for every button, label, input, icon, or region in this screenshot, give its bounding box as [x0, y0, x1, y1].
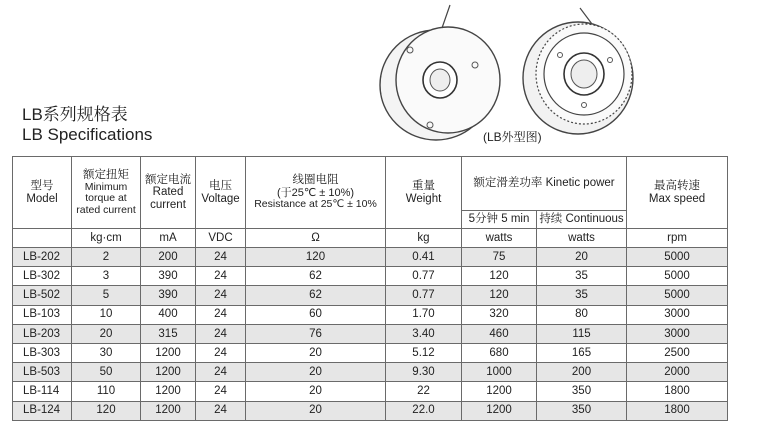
- value-cell: 0.41: [386, 248, 462, 267]
- value-cell: 1.70: [386, 305, 462, 324]
- value-cell: 20: [537, 248, 627, 267]
- model-cell: LB-203: [13, 324, 72, 343]
- header-weight: 重量 Weight: [386, 157, 462, 229]
- value-cell: 24: [196, 343, 246, 362]
- table-row: [13, 267, 728, 286]
- header-resistance: 线圈电阻 (于25℃ ± 10%) Resistance at 25℃ ± 10%: [246, 157, 386, 229]
- value-cell: 120: [72, 401, 141, 420]
- unit-cell: mA: [141, 229, 196, 248]
- value-cell: 350: [537, 382, 627, 401]
- value-cell: 20: [246, 382, 386, 401]
- value-cell: 390: [141, 267, 196, 286]
- value-cell: 75: [462, 248, 537, 267]
- unit-cell: kg: [386, 229, 462, 248]
- unit-model-blank: [13, 229, 72, 248]
- value-cell: 3: [72, 267, 141, 286]
- illustration-caption: (LB外型图): [483, 130, 542, 144]
- unit-cell: rpm: [627, 229, 728, 248]
- table-row: [13, 363, 728, 382]
- value-cell: 76: [246, 324, 386, 343]
- page-title-cn: LB系列规格表: [22, 105, 128, 124]
- value-cell: 24: [196, 286, 246, 305]
- model-cell: LB-503: [13, 363, 72, 382]
- value-cell: 24: [196, 401, 246, 420]
- value-cell: 20: [246, 343, 386, 362]
- header-rated-current: 额定电流 Rated current: [141, 157, 196, 229]
- value-cell: 22: [386, 382, 462, 401]
- value-cell: 5000: [627, 286, 728, 305]
- value-cell: 22.0: [386, 401, 462, 420]
- value-cell: 1800: [627, 401, 728, 420]
- value-cell: 9.30: [386, 363, 462, 382]
- table-row: [13, 248, 728, 267]
- value-cell: 390: [141, 286, 196, 305]
- value-cell: 350: [537, 401, 627, 420]
- value-cell: 200: [537, 363, 627, 382]
- value-cell: 50: [72, 363, 141, 382]
- plain-brake-unit-drawing: [380, 5, 500, 140]
- header-kinetic-5min: 5分钟 5 min: [462, 211, 537, 229]
- value-cell: 2: [72, 248, 141, 267]
- value-cell: 110: [72, 382, 141, 401]
- value-cell: 460: [462, 324, 537, 343]
- toothed-brake-unit-drawing: [523, 8, 633, 134]
- value-cell: 1000: [462, 363, 537, 382]
- units-row: [13, 229, 728, 248]
- page-title-en: LB Specifications: [22, 125, 153, 144]
- value-cell: 1200: [141, 382, 196, 401]
- value-cell: 5000: [627, 248, 728, 267]
- table-row: [13, 286, 728, 305]
- value-cell: 24: [196, 382, 246, 401]
- value-cell: 315: [141, 324, 196, 343]
- value-cell: 24: [196, 363, 246, 382]
- unit-cell: kg·cm: [72, 229, 141, 248]
- header-model: 型号 Model: [13, 157, 72, 229]
- value-cell: 2000: [627, 363, 728, 382]
- value-cell: 200: [141, 248, 196, 267]
- value-cell: 80: [537, 305, 627, 324]
- unit-cell: Ω: [246, 229, 386, 248]
- model-cell: LB-114: [13, 382, 72, 401]
- value-cell: 5000: [627, 267, 728, 286]
- specifications-table: [12, 156, 728, 421]
- value-cell: 2500: [627, 343, 728, 362]
- header-torque: 额定扭矩 Minimum torque at rated current: [72, 157, 141, 229]
- value-cell: 62: [246, 267, 386, 286]
- value-cell: 35: [537, 267, 627, 286]
- value-cell: 5: [72, 286, 141, 305]
- value-cell: 320: [462, 305, 537, 324]
- model-cell: LB-303: [13, 343, 72, 362]
- value-cell: 5.12: [386, 343, 462, 362]
- value-cell: 20: [72, 324, 141, 343]
- value-cell: 30: [72, 343, 141, 362]
- model-cell: LB-103: [13, 305, 72, 324]
- value-cell: 1200: [141, 363, 196, 382]
- value-cell: 10: [72, 305, 141, 324]
- value-cell: 120: [462, 267, 537, 286]
- unit-cell: watts: [462, 229, 537, 248]
- value-cell: 20: [246, 363, 386, 382]
- value-cell: 24: [196, 248, 246, 267]
- value-cell: 24: [196, 267, 246, 286]
- table-row: [13, 324, 728, 343]
- model-cell: LB-302: [13, 267, 72, 286]
- value-cell: 400: [141, 305, 196, 324]
- value-cell: 1200: [462, 382, 537, 401]
- value-cell: 24: [196, 324, 246, 343]
- value-cell: 120: [246, 248, 386, 267]
- table-row: [13, 382, 728, 401]
- model-cell: LB-202: [13, 248, 72, 267]
- header-kinetic-continuous: 持续 Continuous: [537, 211, 627, 229]
- value-cell: 20: [246, 401, 386, 420]
- value-cell: 680: [462, 343, 537, 362]
- value-cell: 1200: [141, 343, 196, 362]
- value-cell: 165: [537, 343, 627, 362]
- header-max-speed: 最高转速 Max speed: [627, 157, 728, 229]
- value-cell: 3.40: [386, 324, 462, 343]
- unit-cell: watts: [537, 229, 627, 248]
- value-cell: 3000: [627, 324, 728, 343]
- value-cell: 62: [246, 286, 386, 305]
- table-row: [13, 343, 728, 362]
- unit-cell: VDC: [196, 229, 246, 248]
- value-cell: 24: [196, 305, 246, 324]
- table-row: [13, 305, 728, 324]
- value-cell: 1800: [627, 382, 728, 401]
- table-body: [13, 248, 728, 421]
- value-cell: 115: [537, 324, 627, 343]
- value-cell: 1200: [141, 401, 196, 420]
- value-cell: 60: [246, 305, 386, 324]
- value-cell: 0.77: [386, 286, 462, 305]
- model-cell: LB-124: [13, 401, 72, 420]
- value-cell: 1200: [462, 401, 537, 420]
- header-kinetic-power: 额定滑差功率 Kinetic power: [462, 157, 627, 211]
- value-cell: 120: [462, 286, 537, 305]
- header-voltage: 电压 Voltage: [196, 157, 246, 229]
- table-row: [13, 401, 728, 420]
- model-cell: LB-502: [13, 286, 72, 305]
- value-cell: 35: [537, 286, 627, 305]
- value-cell: 0.77: [386, 267, 462, 286]
- value-cell: 3000: [627, 305, 728, 324]
